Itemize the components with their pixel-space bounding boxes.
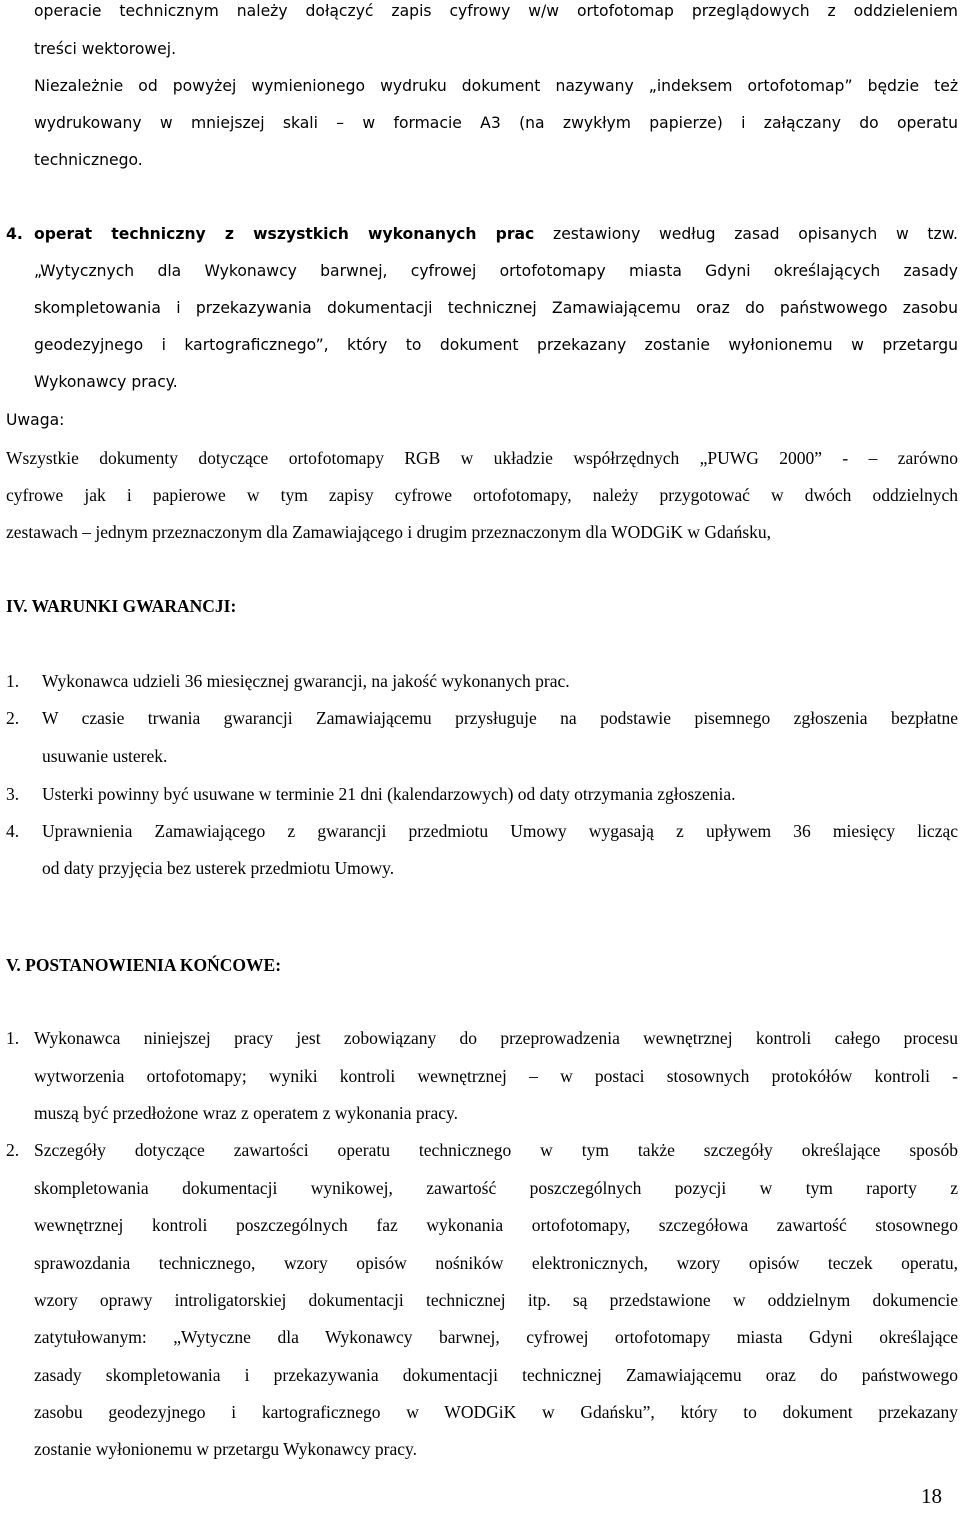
- text-line: „Wytycznych dla Wykonawcy barwnej, cyfrowej ortofotomapy miasta Gdyni określających zasady: [34, 262, 958, 280]
- text-line: operacie technicznym należy dołączyć zapis cyfrowy w/w ortofotomap przeglądowych z oddzieleniem: [34, 2, 958, 20]
- list-number: 1.: [6, 1028, 20, 1048]
- text-line: Niezależnie od powyżej wymienionego wydruku dokument nazywany „indeksem ortofotomap” będzie też: [34, 77, 958, 95]
- list-item-text: od daty przyjęcia bez usterek przedmiotu Umowy.: [42, 858, 395, 878]
- list-item-text: usuwanie usterek.: [42, 746, 168, 766]
- list-item-text: Wykonawca udzieli 36 miesięcznej gwarancji, na jakość wykonanych prac.: [42, 671, 570, 691]
- list-item-text: Uprawnienia Zamawiającego z gwarancji przedmiotu Umowy wygasają z upływem 36 miesięcy licząc: [42, 821, 958, 841]
- list-item-text: muszą być przedłożone wraz z operatem z wykonania pracy.: [34, 1103, 459, 1123]
- page-number: 18: [921, 1484, 942, 1508]
- note-label: Uwaga:: [6, 411, 65, 429]
- list-item-text: wewnętrznej kontroli poszczególnych faz wykonania ortofotomapy, szczegółowa zawartość stosownego: [34, 1215, 958, 1235]
- list-item-text: Wykonawca niniejszej pracy jest zobowiązany do przeprowadzenia wewnętrznej kontroli całego procesu: [34, 1028, 958, 1048]
- list-item-text: W czasie trwania gwarancji Zamawiającemu przysługuje na podstawie pisemnego zgłoszenia bezpłatne: [42, 708, 958, 728]
- list-item-text: zatytułowanym: „Wytyczne dla Wykonawcy barwnej, cyfrowej ortofotomapy miasta Gdyni określające: [34, 1327, 958, 1347]
- list-item-text: zasobu geodezyjnego i kartograficznego w WODGiK w Gdańsku”, który to dokument przekazany: [34, 1402, 958, 1422]
- list-number: 2.: [6, 1140, 20, 1160]
- list-item-text: wzory oprawy introligatorskiej dokumentacji technicznej itp. są przedstawione w oddzielnym dokumencie: [34, 1290, 958, 1310]
- text-line: zestawach – jednym przeznaczonym dla Zamawiającego i drugim przeznaczonym dla WODGiK w Gdańsku,: [6, 522, 772, 542]
- item4-rest-text: zestawiony według zasad opisanych w tzw.: [553, 225, 958, 243]
- list-item-text: zasady skompletowania i przekazywania dokumentacji technicznej Zamawiającemu oraz do państwowego: [34, 1365, 958, 1385]
- item4-first-line: [34, 227, 958, 243]
- list-item-text: Szczegóły dotyczące zawartości operatu technicznego w tym także szczegóły określające sposób: [34, 1140, 958, 1160]
- list-item-text: sprawozdania technicznego, wzory opisów nośników elektronicznych, wzory opisów teczek operatu,: [34, 1253, 958, 1273]
- list-item-text: zostanie wyłonionemu w przetargu Wykonawcy pracy.: [34, 1439, 418, 1459]
- text-line: technicznego.: [34, 151, 143, 169]
- list-number: 2.: [6, 708, 20, 728]
- list-item-text: Usterki powinny być usuwane w terminie 21 dni (kalendarzowych) od daty otrzymania zgłoszenia.: [42, 784, 736, 804]
- text-line: cyfrowe jak i papierowe w tym zapisy cyfrowe ortofotomapy, należy przygotować w dwóch oddzielnych: [6, 485, 958, 505]
- list-item-text: wytworzenia ortofotomapy; wyniki kontroli wewnętrznej – w postaci stosownych protokółów kontroli -: [34, 1066, 958, 1086]
- item-number: 4.: [6, 225, 23, 243]
- item4-bold-text: operat techniczny z wszystkich wykonanych prac: [34, 225, 535, 243]
- text-line: wydrukowany w mniejszej skali – w formacie A3 (na zwykłym papierze) i załączany do operatu: [34, 114, 958, 132]
- list-number: 1.: [6, 671, 20, 691]
- text-line: geodezyjnego i kartograficznego”, który to dokument przekazany zostanie wyłonionemu w przetargu: [34, 336, 958, 354]
- list-number: 4.: [6, 821, 20, 841]
- text-line: Wykonawcy pracy.: [34, 373, 178, 391]
- list-item-text: skompletowania dokumentacji wynikowej, zawartość poszczególnych pozycji w tym raporty z: [34, 1178, 958, 1198]
- text-line: skompletowania i przekazywania dokumentacji technicznej Zamawiającemu oraz do państwowego zasobu: [34, 299, 958, 317]
- list-number: 3.: [6, 784, 20, 804]
- section-heading: V. POSTANOWIENIA KOŃCOWE:: [6, 955, 282, 975]
- text-line: treści wektorowej.: [34, 40, 177, 58]
- text-line: Wszystkie dokumenty dotyczące ortofotomapy RGB w układzie współrzędnych „PUWG 2000” - – zarówno: [6, 448, 958, 468]
- section-heading: IV. WARUNKI GWARANCJI:: [6, 596, 237, 616]
